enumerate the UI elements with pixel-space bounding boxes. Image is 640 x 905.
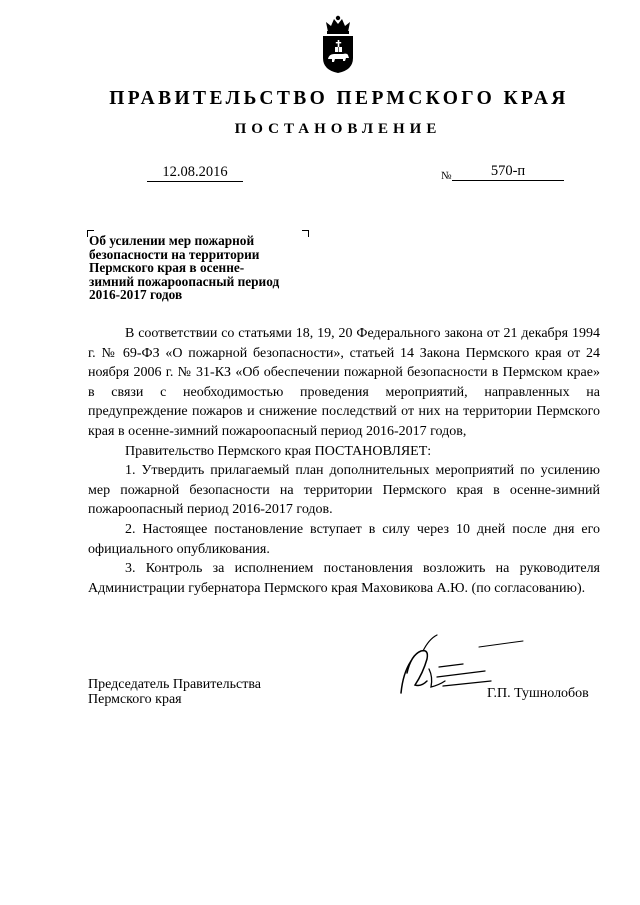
signatory-name: Г.П. Тушнолобов: [487, 686, 589, 701]
government-title: ПРАВИТЕЛЬСТВО ПЕРМСКОГО КРАЯ: [109, 88, 569, 109]
number-sign: №: [441, 170, 452, 182]
coat-of-arms-icon: [319, 14, 357, 74]
subject-line: Пермского края в осенне-: [89, 260, 245, 276]
signatory-title-line: Пермского края: [88, 692, 182, 707]
document-subject: [89, 234, 314, 302]
clause-3: 3. Контроль за исполнением постановления возложить на руководителя Администрации губернатора Пермского края Маховикова А.Ю. (по согласованию).: [88, 561, 600, 596]
signatory-title: [88, 677, 261, 707]
preamble-paragraph: В соответствии со статьями 18, 19, 20 Федерального закона от 21 декабря 1994 г. № 69-ФЗ «О пожарной безопасности», статьей 14 Закона Пермского края от 24 ноября 2006 г. № 31-КЗ «Об обеспечении пожарной безопасности в Пермском крае» в связи с необходимостью проведения мероприятий, направленных на предупреждение пожаров и снижение последствий от них на территории Пермского края в осенне-зимний пожароопасный период 2016-2017 годов,: [88, 326, 600, 439]
clause-1: 1. Утвердить прилагаемый план дополнительных мероприятий по усилению мер пожарной безопасности на территории Пермского края в осенне-зимний пожароопасный период 2016-2017 годов.: [88, 463, 600, 518]
document-body: [88, 324, 600, 598]
document-type: ПОСТАНОВЛЕНИЕ: [234, 121, 442, 137]
subject-line: Об усилении мер пожарной: [89, 233, 255, 248]
subject-line: 2016-2017 годов: [89, 287, 183, 303]
document-number: 570-п: [452, 163, 564, 181]
subject-line: безопасности на территории: [89, 246, 260, 262]
document-date: 12.08.2016: [147, 164, 243, 182]
signatory-title-line: Председатель Правительства: [88, 677, 261, 692]
clause-2: 2. Настоящее постановление вступает в силу через 10 дней после дня его официального опубликования.: [88, 521, 600, 557]
resolution-statement: Правительство Пермского края ПОСТАНОВЛЯЕТ:: [125, 443, 432, 459]
subject-line: зимний пожароопасный период: [89, 273, 280, 289]
